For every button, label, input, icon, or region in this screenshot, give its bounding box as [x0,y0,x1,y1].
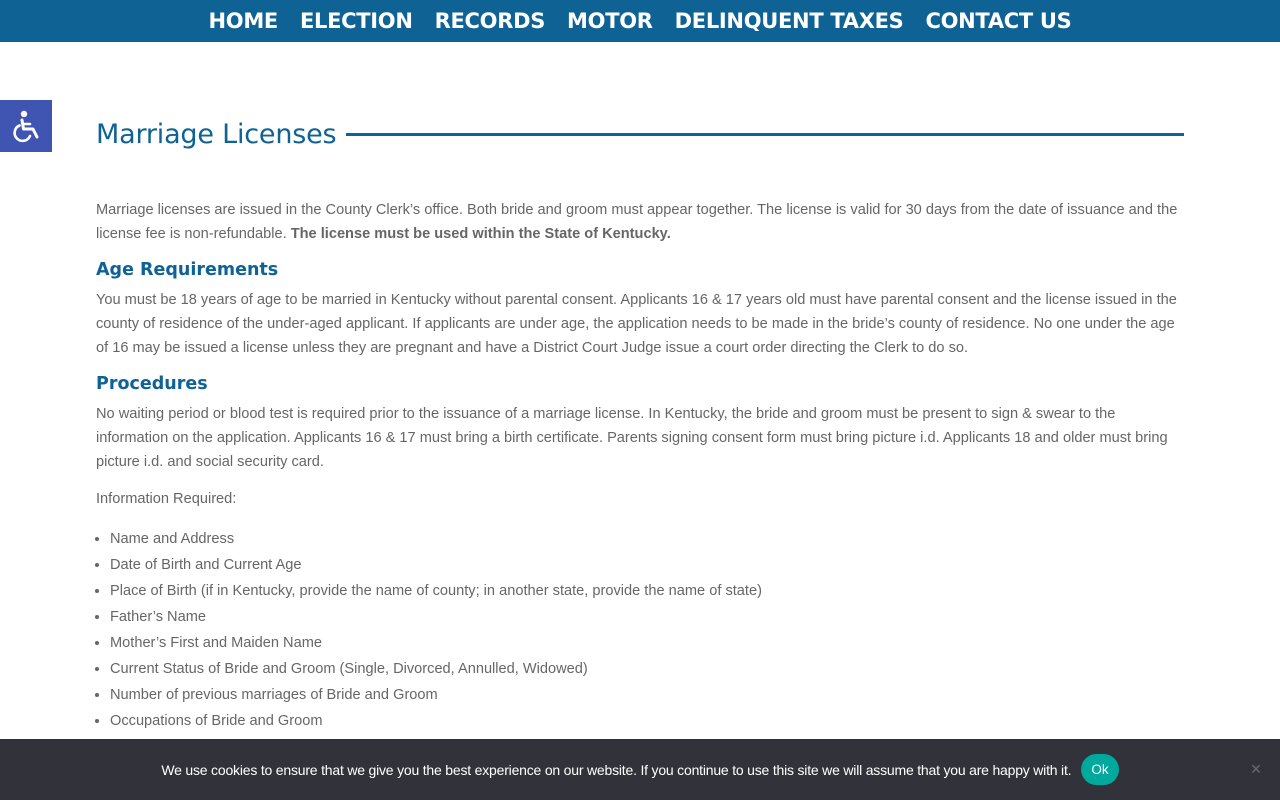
list-item: • Mother’s First and Maiden Name [110,630,1184,656]
list-item: • Place of Birth (if in Kentucky, provide the name of county; in another state, provide the name of state) [110,578,1184,604]
information-required-label: Information Required: [96,491,237,507]
information-required-list [96,526,1184,734]
intro-bold-text: The license must be used within the State of Kentucky. [290,226,671,242]
intro-paragraph [96,198,1184,246]
page-title: Marriage Licenses [96,118,337,150]
list-item: • Date of Birth and Current Age [110,552,1184,578]
list-item: • Occupations of Bride and Groom [110,708,1184,734]
procedures-heading: Procedures [96,374,208,394]
list-item: • Father’s Name [110,604,1184,630]
age-requirements-heading: Age Requirements [96,260,279,280]
nav-home[interactable]: HOME [208,9,278,33]
title-divider [346,133,1184,136]
cookie-notice-text: We use cookies to ensure that we give you the best experience on our website. If you continue to use this site we will assume that you are happy with it. [161,761,1072,778]
list-item: • Number of previous marriages of Bride and Groom [110,682,1184,708]
cookie-notice-bar [0,739,1280,800]
close-icon[interactable]: × [1250,759,1262,779]
accessibility-toggle-button[interactable] [0,100,52,152]
wheelchair-icon [9,109,43,143]
procedures-text: No waiting period or blood test is required prior to the issuance of a marriage license. In Kentucky, the bride and groom must be present to sign & swear to the information on the application. Applicants 16 & 17 must bring a birth certificate. Parents signing consent form must bring picture i.d. Applicants 18 and older must bring picture i.d. and social security card. [96,406,1168,470]
age-requirements-text: You must be 18 years of age to be married in Kentucky without parental consent. Applicants 16 & 17 years old must have parental consent and the license issued in the county of residence of the under-aged applicant. If applicants are under age, the application needs to be made in the bride’s county of residence. No one under the age of 16 may be issued a license unless they are pregnant and have a District Court Judge issue a court order directing the Clerk to do so. [96,292,1177,356]
nav-motor[interactable]: MOTOR [567,9,653,33]
nav-delinquent-taxes[interactable]: DELINQUENT TAXES [674,9,904,33]
intro-text: Marriage licenses are issued in the County Clerk’s office. Both bride and groom must appear together. The license is valid for 30 days from the date of issuance and the license fee is non-refundable. [96,202,1178,242]
top-navigation [0,0,1280,42]
main-content [96,110,1184,734]
cookie-ok-button[interactable]: Ok [1081,754,1118,785]
page-title-row [96,110,1184,158]
list-item: • Name and Address [110,526,1184,552]
nav-records[interactable]: RECORDS [434,9,546,33]
nav-election[interactable]: ELECTION [299,9,413,33]
nav-contact-us[interactable]: CONTACT US [925,9,1072,33]
list-item: • Current Status of Bride and Groom (Single, Divorced, Annulled, Widowed) [110,656,1184,682]
